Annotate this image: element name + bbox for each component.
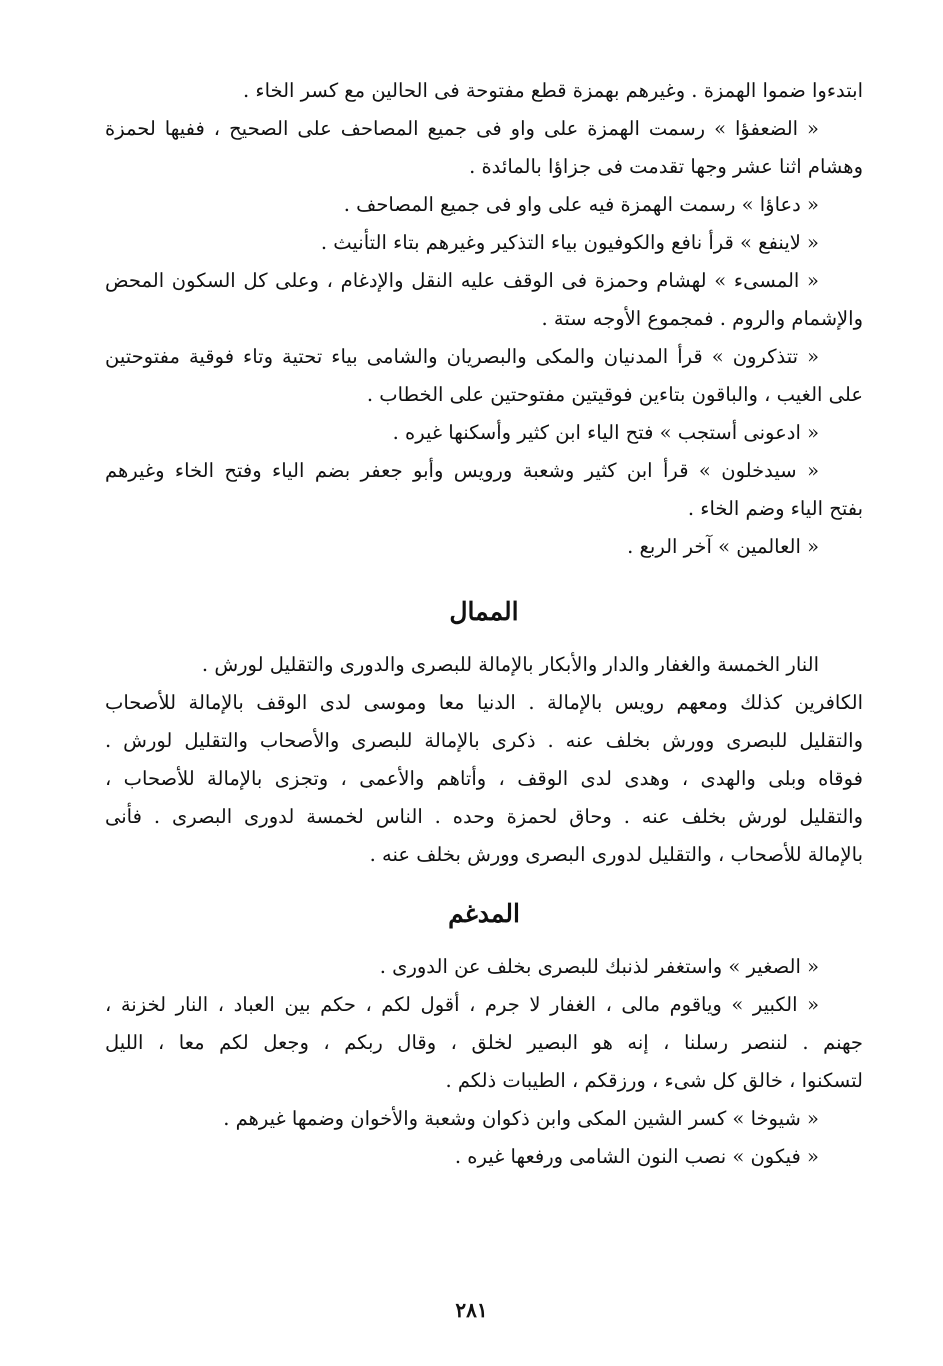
text-line: وهشام اثنا عشر وجها تقدمت فى جزاؤا بالمائدة .: [469, 155, 863, 178]
page-number: ٢٨١: [455, 1298, 488, 1322]
section-1: [105, 72, 863, 566]
section-heading: الممال: [449, 597, 519, 626]
text-line: « الصغير » واستغفر لذنبك للبصرى بخلف عن الدورى .: [379, 955, 819, 978]
text-line: « شيوخا » كسر الشين المكى وابن ذكوان وشعبة والأخوان وضمها غيرهم .: [223, 1107, 819, 1130]
text-line: « دعاؤا » رسمت الهمزة فيه على واو فى جميع المصاحف .: [343, 193, 819, 216]
section-3: [105, 948, 863, 1176]
text-line: « سيدخلون » قرأ ابن كثير وشعبة ورويس وأبو جعفر بضم الياء وفتح الخاء وغيرهم: [105, 459, 819, 482]
text-line: الكافرين كذلك ومعهم رويس بالإمالة . الدنيا معا وموسى لدى الوقف بالإمالة للأصحاب: [105, 691, 863, 714]
text-line: والإشمام والروم . فمجموع الأوجه ستة .: [541, 307, 863, 330]
text-line: ابتدءوا ضموا الهمزة . وغيرهم بهمزة قطع مفتوحة فى الحالين مع كسر الخاء .: [243, 79, 863, 102]
text-line: والتقليل للبصرى وورش بخلف عنه . ذكرى بالإمالة للبصرى والأصحاب والتقليل لورش .: [105, 729, 863, 752]
text-line: لتسكنوا ، خالق كل شىء ، ورزقكم ، الطيبات ذلكم .: [445, 1069, 863, 1092]
section-2: [105, 646, 863, 874]
text-line: « العالمين » آخر الربع .: [627, 535, 819, 558]
text-line: جهنم . لننصر رسلنا ، إنه هو البصير لخلق ، وقال ربكم ، وجعل لكم معا ، الليل: [105, 1031, 863, 1054]
text-line: « ادعونى أستجب » فتح الياء ابن كثير وأسكنها غيره .: [392, 421, 819, 444]
text-line: « فيكون » نصب النون الشامى ورفعها غيره .: [454, 1145, 819, 1168]
text-line: « لاينفع » قرأ نافع والكوفيون بياء التذكير وغيرهم بتاء التأنيث .: [320, 231, 819, 254]
page-body: [105, 72, 863, 1342]
text-line: « الضعفؤا » رسمت الهمزة على واو فى جميع المصاحف على الصحيح ، ففيها لحمزة: [105, 117, 819, 140]
text-line: « تتذكرون » قرأ المدنيان والمكى والبصريان والشامى بياء تحتية وتاء فوقية مفتوحتين: [105, 345, 819, 368]
text-line: والتقليل لورش بخلف عنه . وحاق لحمزة وحده . الناس لخمسة لدورى البصرى . فأنى: [105, 805, 863, 828]
text-line: بفتح الياء وضم الخاء .: [687, 497, 863, 520]
text-line: على الغيب ، والباقون بتاءين فوقيتين مفتوحتين على الخطاب .: [366, 383, 863, 406]
text-line: « الكبير » وياقوم مالى ، الغفار لا جرم ، أقول لكم ، حكم بين العباد ، النار لخزنة ،: [105, 993, 819, 1016]
text-line: فوقاه وبلى والهدى ، وهدى لدى الوقف ، وأتاهم والأعمى ، وتجزى بالإمالة للأصحاب ،: [105, 767, 863, 790]
text-line: بالإمالة للأصحاب ، والتقليل لدورى البصرى وورش بخلف عنه .: [369, 843, 863, 866]
text-line: النار الخمسة والغفار والدار والأبكار بالإمالة للبصرى والدورى والتقليل لورش .: [201, 653, 819, 676]
section-heading: المدغم: [448, 899, 520, 928]
text-line: « المسىء » لهشام وحمزة فى الوقف عليه النقل والإدغام ، وعلى كل السكون المحض: [105, 269, 819, 292]
